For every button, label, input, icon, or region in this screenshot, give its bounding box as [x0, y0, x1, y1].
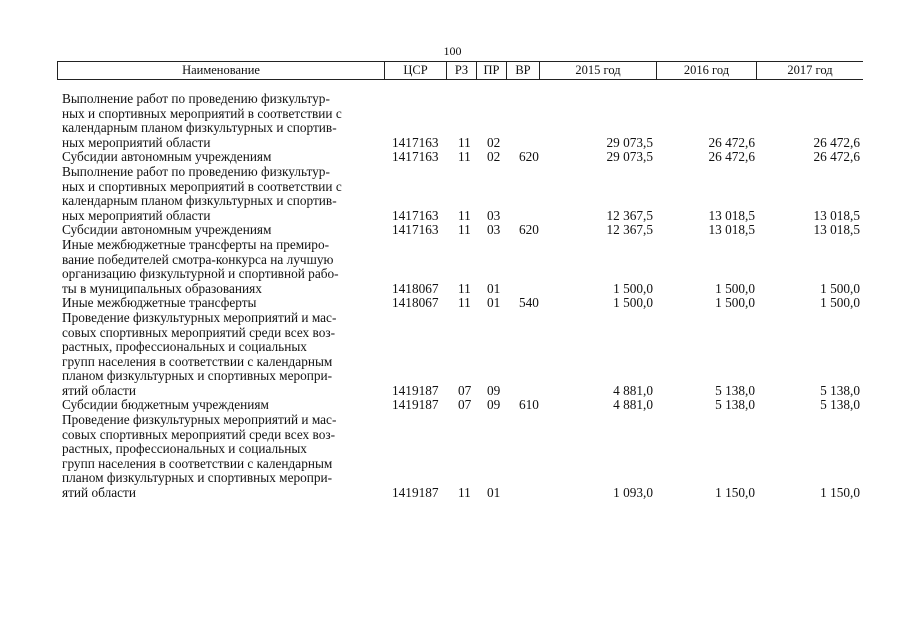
row-csr: 1419187: [392, 485, 439, 501]
table-row: [0, 296, 905, 311]
row-name: Выполнение работ по проведению физкультур- ных и спортивных мероприятий в соответствии с календарным планом физкультурных и спортив- ных мероприятий области: [62, 163, 342, 223]
table-row: [0, 92, 905, 150]
row-csr: 1417163: [392, 222, 439, 238]
row-2017: 5 138,0: [820, 397, 860, 413]
row-2017: 26 472,6: [813, 134, 860, 150]
row-csr: 1419187: [392, 397, 439, 413]
row-2015: 29 073,5: [606, 149, 653, 165]
row-2015: 1 500,0: [613, 280, 653, 296]
row-vr: 610: [519, 397, 539, 413]
row-name: Субсидии автономным учреждениям: [62, 222, 272, 238]
row-2015: 12 367,5: [606, 207, 653, 223]
header-vr: ВР: [507, 62, 540, 79]
row-2017: 5 138,0: [820, 382, 860, 398]
row-2017: 26 472,6: [813, 149, 860, 165]
header-name: Наименование: [57, 62, 385, 79]
row-2017: 13 018,5: [813, 207, 860, 223]
row-2016: 13 018,5: [708, 222, 755, 238]
row-2017: 1 500,0: [820, 295, 860, 311]
header-rz: РЗ: [447, 62, 477, 79]
row-2015: 12 367,5: [606, 222, 653, 238]
table-header: [57, 61, 863, 80]
row-vr: 540: [519, 295, 539, 311]
row-csr: 1419187: [392, 382, 439, 398]
header-pr: ПР: [477, 62, 507, 79]
row-rz: 11: [458, 295, 471, 311]
row-rz: 11: [458, 280, 471, 296]
row-2016: 5 138,0: [715, 397, 755, 413]
row-name: Проведение физкультурных мероприятий и мас- совых спортивных мероприятий среди всех воз- растных, профессиональных и социальных групп населения в соответствии с календарным планом физкультурных и спортивных меропри- ятий области: [62, 412, 337, 501]
row-2015: 1 500,0: [613, 295, 653, 311]
row-pr: 09: [487, 397, 501, 413]
row-pr: 01: [487, 485, 501, 501]
header-2017: 2017 год: [787, 63, 833, 77]
row-rz: 11: [458, 134, 471, 150]
table-row: [0, 311, 905, 399]
row-2016: 26 472,6: [708, 134, 755, 150]
row-2017: 13 018,5: [813, 222, 860, 238]
row-pr: 03: [487, 222, 501, 238]
row-rz: 07: [458, 382, 472, 398]
row-2016: 1 150,0: [715, 485, 755, 501]
row-csr: 1418067: [392, 280, 439, 296]
row-pr: 02: [487, 149, 501, 165]
header-2016: 2016 год: [657, 62, 757, 79]
row-csr: 1417163: [392, 149, 439, 165]
row-csr: 1418067: [392, 295, 439, 311]
row-2015: 29 073,5: [606, 134, 653, 150]
row-rz: 11: [458, 207, 471, 223]
row-rz: 11: [458, 222, 471, 238]
row-name: Иные межбюджетные трансферты: [62, 295, 257, 311]
page-number: 100: [443, 44, 462, 58]
row-name: Проведение физкультурных мероприятий и мас- совых спортивных мероприятий среди всех воз- растных, профессиональных и социальных групп населения в соответствии с календарным планом физкультурных и спортивных меропри- ятий области: [62, 309, 337, 398]
row-2016: 26 472,6: [708, 149, 755, 165]
row-name: Субсидии автономным учреждениям: [62, 149, 272, 165]
row-2016: 1 500,0: [715, 295, 755, 311]
row-pr: 01: [487, 295, 501, 311]
row-rz: 11: [458, 485, 471, 501]
table-row: [0, 165, 905, 223]
row-2016: 13 018,5: [708, 207, 755, 223]
row-2015: 4 881,0: [613, 397, 653, 413]
row-csr: 1417163: [392, 207, 439, 223]
row-pr: 03: [487, 207, 501, 223]
row-2017: 1 150,0: [820, 485, 860, 501]
table-row: [0, 223, 905, 238]
row-2015: 1 093,0: [613, 485, 653, 501]
table-row: [0, 238, 905, 296]
row-2017: 1 500,0: [820, 280, 860, 296]
row-rz: 11: [458, 149, 471, 165]
row-pr: 02: [487, 134, 501, 150]
table-row: [0, 398, 905, 413]
row-vr: 620: [519, 222, 539, 238]
row-2015: 4 881,0: [613, 382, 653, 398]
row-2016: 1 500,0: [715, 280, 755, 296]
table-body: [0, 92, 905, 501]
row-name: Субсидии бюджетным учреждениям: [62, 397, 269, 413]
header-2015: 2015 год: [540, 62, 657, 79]
table-row: [0, 150, 905, 165]
row-name: Выполнение работ по проведению физкультур- ных и спортивных мероприятий в соответствии с календарным планом физкультурных и спортив- ных мероприятий области: [62, 91, 342, 150]
row-pr: 09: [487, 382, 501, 398]
row-rz: 07: [458, 397, 472, 413]
row-csr: 1417163: [392, 134, 439, 150]
row-vr: 620: [519, 149, 539, 165]
row-name: Иные межбюджетные трансферты на премиро- вание победителей смотра-конкурса на лучшую организацию физкультурной и спортивной рабо- ты в муниципальных образованиях: [62, 236, 339, 296]
row-pr: 01: [487, 280, 501, 296]
header-csr: ЦСР: [385, 62, 447, 79]
row-2016: 5 138,0: [715, 382, 755, 398]
table-row: [0, 413, 905, 501]
